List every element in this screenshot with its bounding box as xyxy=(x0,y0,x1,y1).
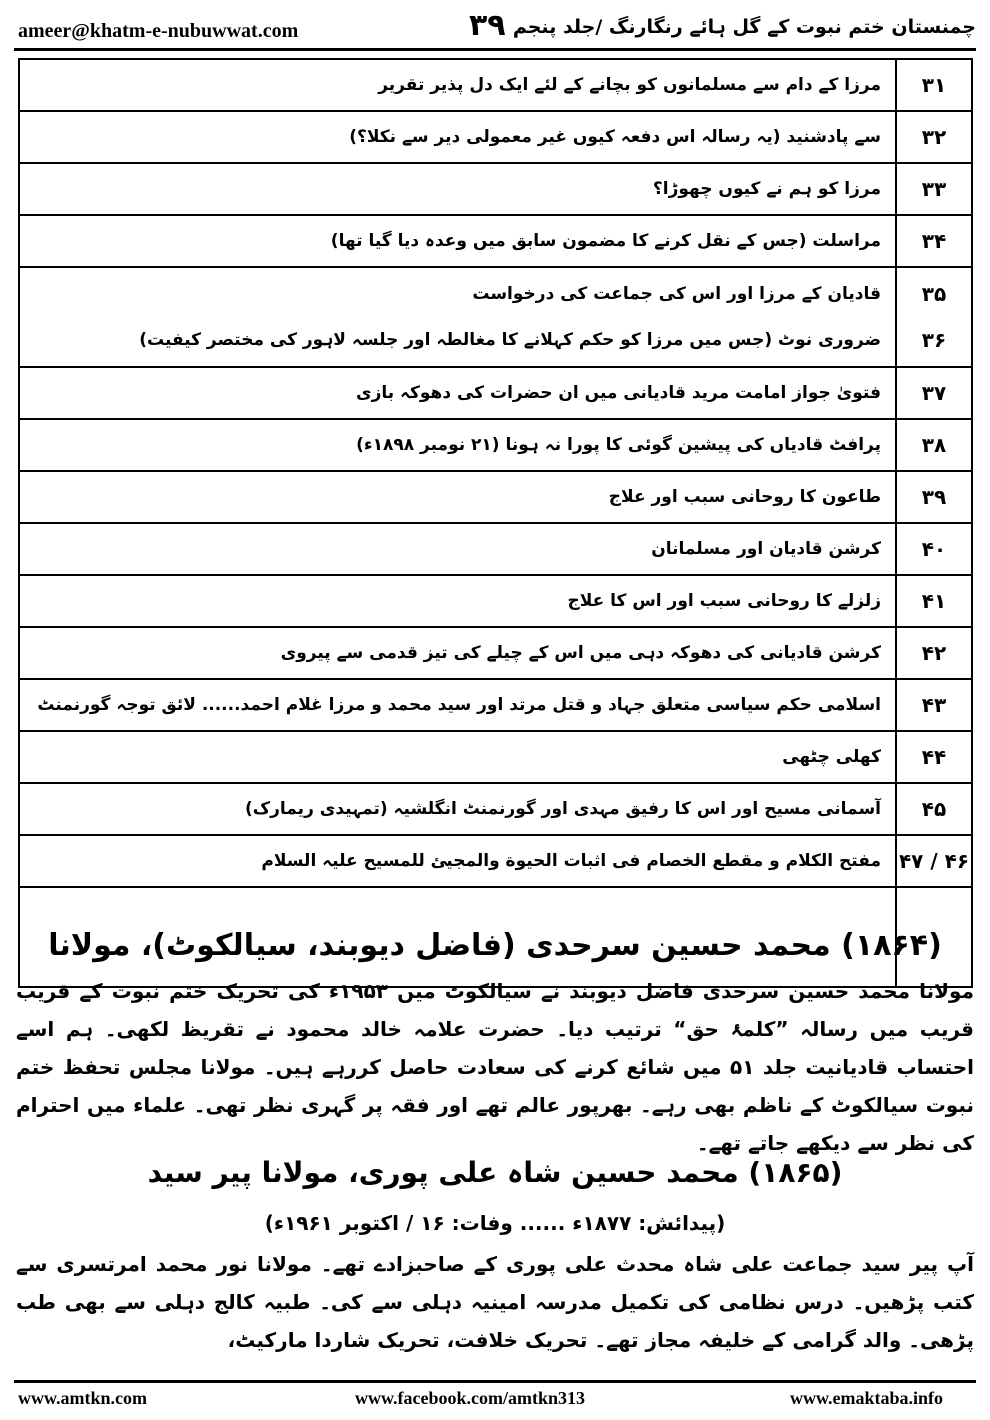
row-title xyxy=(19,835,896,887)
row-title xyxy=(19,163,896,215)
table-row xyxy=(19,471,972,523)
page-number: ۳۹ xyxy=(469,8,506,43)
contents-table xyxy=(18,58,973,988)
table-row xyxy=(19,163,972,215)
row-number: ۴۳ xyxy=(896,679,972,731)
row-title xyxy=(19,627,896,679)
table-row xyxy=(19,367,972,419)
row-title-line: سے پادشنید (یہ رسالہ اس دفعہ کیوں غیر معمولی دیر سے نکلا؟) xyxy=(349,127,881,147)
row-number-line: ۳۵ xyxy=(921,282,947,306)
row-title xyxy=(19,471,896,523)
row-title-line: مرزا کو ہم نے کیوں چھوڑا؟ xyxy=(652,179,881,199)
table-row xyxy=(19,111,972,163)
table-row xyxy=(19,575,972,627)
biography-section-1864 xyxy=(16,920,974,1162)
row-number: ۳۲ xyxy=(896,111,972,163)
row-title xyxy=(19,111,896,163)
row-number: ۴۰ xyxy=(896,523,972,575)
header-divider xyxy=(14,48,976,51)
footer-link-amtkn[interactable]: www.amtkn.com xyxy=(18,1388,147,1408)
row-title xyxy=(19,575,896,627)
row-number: ۴۵ xyxy=(896,783,972,835)
row-title-line: طاعون کا روحانی سبب اور علاج xyxy=(608,487,881,507)
row-number: ۳۷ xyxy=(896,367,972,419)
row-number-line: ۳۶ xyxy=(921,328,947,352)
footer-divider xyxy=(14,1380,976,1383)
row-title-line: کرشن قادیان اور مسلمانان xyxy=(651,539,881,559)
section-paragraph: مولانا محمد حسین سرحدی فاضل دیوبند نے سیالکوٹ میں ۱۹۵۳ء کی تحریک ختم نبوت کے قریب قریب میں رسالہ ”کلمۂ حق“ ترتیب دیا۔ حضرت علامہ خالد محمود نے تقریظ لکھی۔ ہم اسے احتساب قادیانیت جلد ۵۱ میں شائع کرنے کی سعادت حاصل کررہے ہیں۔ مولانا مجلس تحفظ ختم نبوت سیالکوٹ کے ناظم بھی رہے۔ بھرپور عالم تھے اور فقہ پر گہری نظر تھی۔ علماء میں احترام کی نظر سے دیکھے جاتے تھے۔ xyxy=(16,979,974,1155)
row-title-line: قادیان کے مرزا اور اس کی جماعت کی درخواست xyxy=(472,284,881,304)
row-number: ۳۳ xyxy=(896,163,972,215)
row-title xyxy=(19,367,896,419)
row-title-line: کرشن قادیانی کی دھوکہ دہی میں اس کے چیلے کی تیز قدمی سے پیروی xyxy=(280,643,881,663)
row-title-line: فتویٰ جواز امامت مرید قادیانی میں ان حضرات کی دھوکہ بازی xyxy=(356,383,881,403)
row-number: ۳۹ xyxy=(896,471,972,523)
row-title-line: ضروری نوٹ (جس میں مرزا کو حکم کہلانے کا مغالطہ اور جلسہ لاہور کی مختصر کیفیت) xyxy=(139,330,881,350)
row-title xyxy=(19,523,896,575)
table-row xyxy=(19,523,972,575)
header-email[interactable]: ameer@khatm-e-nubuwwat.com xyxy=(18,20,299,42)
row-number: ۳۸ xyxy=(896,419,972,471)
biography-section-1865 xyxy=(16,1145,974,1359)
row-title xyxy=(19,679,896,731)
book-title: چمنستان ختم نبوت کے گل ہائے رنگارنگ /جلد پنجم xyxy=(512,16,976,38)
row-number: ۴۲ xyxy=(896,627,972,679)
row-number: ۴۴ xyxy=(896,731,972,783)
row-title-line: پرافٹ قادیاں کی پیشین گوئی کا پورا نہ ہونا (۲۱ نومبر ۱۸۹۸ء) xyxy=(356,435,881,455)
row-title xyxy=(19,419,896,471)
row-title-line: زلزلے کا روحانی سبب اور اس کا علاج xyxy=(567,591,881,611)
row-title xyxy=(19,215,896,267)
row-title xyxy=(19,267,896,367)
table-row xyxy=(19,627,972,679)
footer-link-emaktaba[interactable]: www.emaktaba.info xyxy=(790,1388,944,1408)
row-title-line: مفتح الکلام و مقطع الخصام فی اثبات الحیوة والمجیئ للمسیح علیہ السلام xyxy=(261,851,881,871)
table-row xyxy=(19,783,972,835)
row-number: ۳۱ xyxy=(896,59,972,111)
footer-link-facebook[interactable]: www.facebook.com/amtkn313 xyxy=(355,1388,585,1408)
row-title-line: کھلی چٹھی xyxy=(782,747,881,767)
table-row xyxy=(19,835,972,887)
table-row xyxy=(19,59,972,111)
row-number: ۴۱ xyxy=(896,575,972,627)
section-paragraph: آپ پیر سید جماعت علی شاہ محدث علی پوری کے صاحبزادے تھے۔ مولانا نور محمد امرتسری سے کتب پڑھیں۔ درس نظامی کی تکمیل مدرسہ امینیہ دہلی سے کی۔ طبیہ کالج دہلی سے بھی طب پڑھی۔ والد گرامی کے خلیفہ مجاز تھے۔ تحریک خلافت، تحریک شاردا مارکیٹ، xyxy=(16,1252,974,1352)
table-row xyxy=(19,419,972,471)
section-heading: (۱۸۶۴) محمد حسین سرحدی (فاضل دیوبند، سیالکوٹ)، مولانا xyxy=(48,928,942,963)
section-dates: (پیدائش: ۱۸۷۷ء ...... وفات: ۱۶ / اکتوبر ۱۹۶۱ء) xyxy=(264,1211,726,1235)
row-title xyxy=(19,731,896,783)
row-title-line: مراسلت (جس کے نقل کرنے کا مضمون سابق میں وعدہ دیا گیا تھا) xyxy=(330,231,881,251)
row-title xyxy=(19,59,896,111)
row-title-line: آسمانی مسیح اور اس کا رفیق مہدی اور گورنمنٹ انگلشیہ (تمہیدی ریمارک) xyxy=(244,799,881,819)
table-row xyxy=(19,215,972,267)
row-title xyxy=(19,783,896,835)
row-number xyxy=(896,267,972,367)
row-number: ۳۴ xyxy=(896,215,972,267)
row-number: ۴۶ / ۴۷ xyxy=(896,835,972,887)
section-heading: (۱۸۶۵) محمد حسین شاہ علی پوری، مولانا پیر سید xyxy=(147,1156,843,1189)
page-header xyxy=(14,8,976,46)
table-row xyxy=(19,731,972,783)
table-row xyxy=(19,267,972,367)
row-title-line: مرزا کے دام سے مسلمانوں کو بچانے کے لئے ایک دل پذیر تقریر xyxy=(378,75,881,95)
row-title-line: اسلامی حکم سیاسی متعلق جہاد و قتل مرتد اور سید محمد و مرزا غلام احمد...... لائق توجہ گورنمنٹ xyxy=(37,695,881,715)
table-row xyxy=(19,679,972,731)
